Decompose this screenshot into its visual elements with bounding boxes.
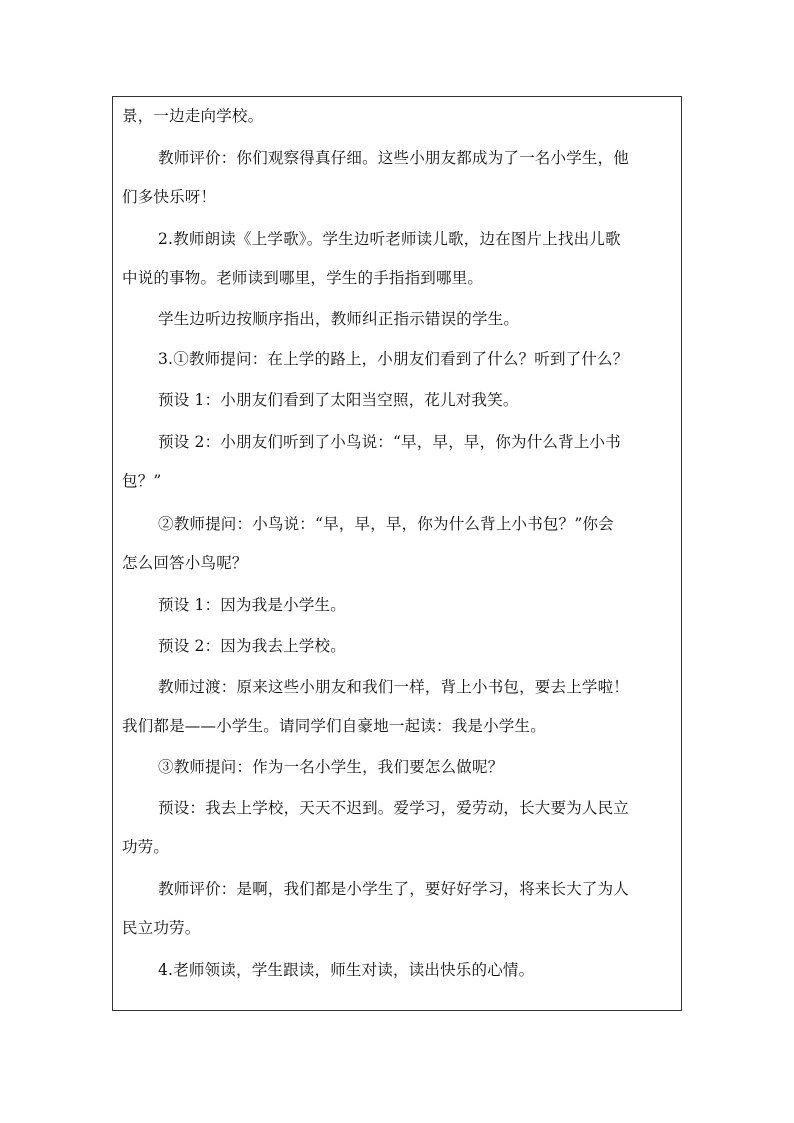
- text-line: ③教师提问：作为一名小学生，我们要怎么做呢？: [158, 758, 504, 776]
- text-line: 预设：我去上学校，天天不迟到。爱学习，爱劳动，长大要为人民立: [158, 799, 630, 817]
- text-line: 3.①教师提问：在上学的路上，小朋友们看到了什么？听到了什么？: [158, 350, 629, 368]
- lesson-table-cell: [112, 96, 682, 1011]
- text-line: 预设 1：因为我是小学生。: [158, 596, 346, 614]
- text-line: ②教师提问：小鸟说：“早，早，早，你为什么背上小书包？”你会: [158, 515, 614, 533]
- text-line: 功劳。: [122, 838, 170, 856]
- text-line: 教师过渡：原来这些小朋友和我们一样，背上小书包，要去上学啦！: [158, 678, 630, 696]
- text-line: 预设 2：小朋友们听到了小鸟说：“早，早，早，你为什么背上小书: [158, 433, 621, 451]
- text-line: 2.教师朗读《上学歌》。学生边听老师读儿歌，边在图片上找出儿歌: [158, 230, 621, 248]
- text-line: 预设 2：因为我去上学校。: [158, 637, 346, 655]
- text-line: 民立功劳。: [122, 919, 201, 937]
- text-line: 学生边听边按顺序指出，教师纠正指示错误的学生。: [158, 310, 520, 328]
- text-line: 怎么回答小鸟呢？: [122, 554, 248, 572]
- text-line: 们多快乐呀！: [122, 188, 217, 206]
- text-line: 教师评价：你们观察得真仔细。这些小朋友都成为了一名小学生，他: [158, 149, 630, 167]
- text-line: 预设 1：小朋友们看到了太阳当空照，花儿对我笑。: [158, 391, 519, 409]
- text-line: 我们都是——小学生。请同学们自豪地一起读：我是小学生。: [122, 717, 546, 735]
- text-line: 4.老师领读，学生跟读，师生对读，读出快乐的心情。: [158, 961, 535, 979]
- text-line: 包？”: [122, 472, 162, 490]
- text-line: 教师评价：是啊，我们都是小学生了，要好好学习，将来长大了为人: [158, 880, 630, 898]
- text-line: 中说的事物。老师读到哪里，学生的手指指到哪里。: [122, 269, 484, 287]
- text-line: 景，一边走向学校。: [122, 107, 264, 125]
